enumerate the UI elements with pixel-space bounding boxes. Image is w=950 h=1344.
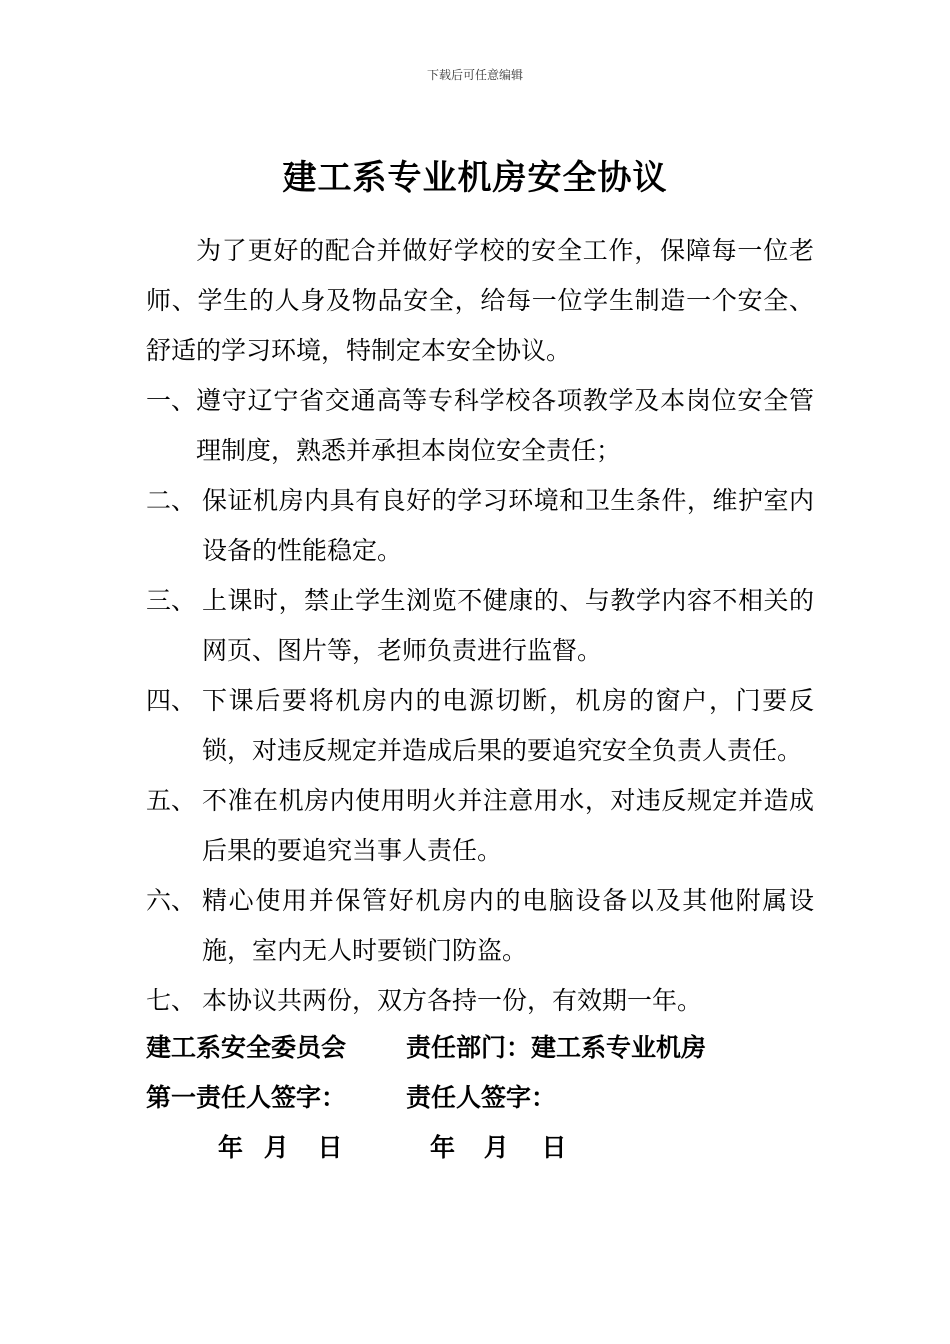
agreement-item-1 [146,376,814,476]
item-text: 遵守辽宁省交通高等专科学校各项教学及本岗位安全管理制度，熟悉并承担本岗位安全责任； [196,386,814,465]
date-day: 日 [541,1133,567,1162]
date-month: 月 [263,1133,289,1162]
item-number: 七、 [146,986,197,1015]
agreement-item-6 [146,876,814,976]
item-text: 本协议共两份，双方各持一份，有效期一年。 [202,986,703,1015]
item-number: 五、 [146,786,197,815]
document-title: 建工系专业机房安全协议 [282,158,668,198]
agreement-item-4 [146,676,814,776]
item-number: 三、 [146,586,197,615]
item-text: 下课后要将机房内的电源切断，机房的窗户，门要反锁，对违反规定并造成后果的要追究安全负责人责任。 [202,686,814,765]
date-year: 年 [218,1133,244,1162]
agreement-item-2 [146,476,814,576]
date-day: 日 [317,1133,343,1162]
responsible-department-label: 责任部门：建工系专业机房 [406,1033,707,1062]
item-text: 精心使用并保管好机房内的电脑设备以及其他附属设施，室内无人时要锁门防盗。 [202,886,814,965]
date-month: 月 [483,1133,509,1162]
item-number: 四、 [146,686,197,715]
item-number: 二、 [146,486,197,515]
item-text: 保证机房内具有良好的学习环境和卫生条件，维护室内设备的性能稳定。 [202,486,814,565]
agreement-item-5 [146,776,814,876]
date-year: 年 [430,1133,456,1162]
item-number: 六、 [146,886,197,915]
header-note: 下载后可任意编辑 [426,68,523,82]
first-responsible-signature-label: 第一责任人签字： [146,1083,347,1112]
agreement-items [146,376,814,1026]
agreement-item-3 [146,576,814,676]
item-number: 一、 [146,386,197,415]
responsible-signature-label: 责任人签字： [406,1083,557,1112]
right-date [430,1128,566,1164]
intro-paragraph: 为了更好的配合并做好学校的安全工作，保障每一位老师、学生的人身及物品安全，给每一位学生制造一个安全、舒适的学习环境，特制定本安全协议。 [146,236,814,365]
agreement-item-7 [146,976,814,1026]
item-text: 上课时，禁止学生浏览不健康的、与教学内容不相关的网页、图片等，老师负责进行监督。 [202,586,814,665]
safety-committee-label: 建工系安全委员会 [146,1033,347,1062]
left-date [218,1128,342,1164]
item-text: 不准在机房内使用明火并注意用水，对违反规定并造成后果的要追究当事人责任。 [202,786,814,865]
